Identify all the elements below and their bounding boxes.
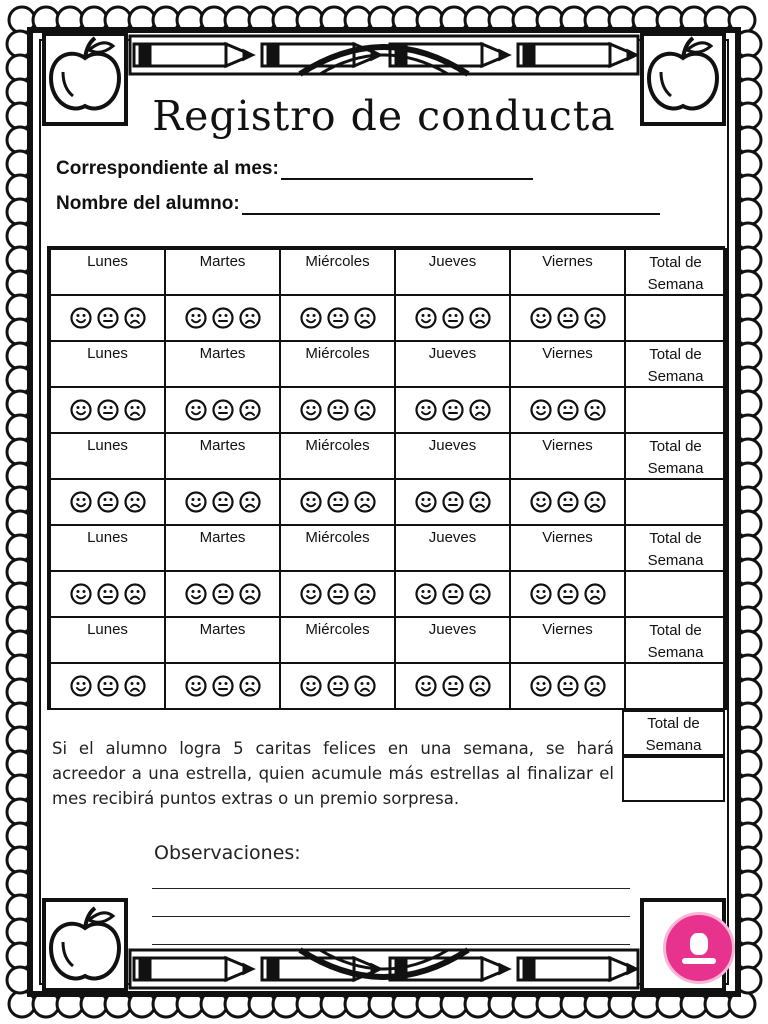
month-field[interactable]: [56, 158, 533, 180]
reward-note: Si el alumno logra 5 caritas felices en una semana, se hará acreedor a una estrella, quien acumule más estrellas al finalizar el mes recibirá puntos extras o un premio sorpresa.: [52, 739, 614, 808]
bottom-pencil-band: [130, 950, 638, 988]
sad-face-icon[interactable]: [584, 399, 606, 421]
neutral-face-icon[interactable]: [212, 583, 234, 605]
neutral-face-icon[interactable]: [327, 491, 349, 513]
day-header-3: Miércoles: [279, 524, 396, 572]
happy-face-icon[interactable]: [415, 675, 437, 697]
final-total-header: Total de Semana: [622, 710, 725, 756]
neutral-face-icon[interactable]: [557, 491, 579, 513]
happy-face-icon[interactable]: [415, 399, 437, 421]
month-label: Correspondiente al mes:: [56, 158, 279, 179]
happy-face-icon[interactable]: [70, 583, 92, 605]
face-choice-cell: [49, 662, 166, 710]
happy-face-icon[interactable]: [415, 583, 437, 605]
face-choice-cell: [394, 294, 511, 342]
face-choice-cell: [509, 386, 626, 434]
sad-face-icon[interactable]: [584, 307, 606, 329]
face-choice-cell: [49, 386, 166, 434]
face-choice-cell: [394, 662, 511, 710]
neutral-face-icon[interactable]: [212, 399, 234, 421]
sad-face-icon[interactable]: [584, 675, 606, 697]
day-header-2: Martes: [164, 340, 281, 388]
face-choice-cell: [394, 386, 511, 434]
happy-face-icon[interactable]: [70, 491, 92, 513]
sad-face-icon[interactable]: [354, 307, 376, 329]
face-choice-cell: [279, 478, 396, 526]
sad-face-icon[interactable]: [239, 307, 261, 329]
day-header-5: Viernes: [509, 340, 626, 388]
day-header-4: Jueves: [394, 340, 511, 388]
day-header-5: Viernes: [509, 524, 626, 572]
face-choice-cell: [509, 478, 626, 526]
student-name-field[interactable]: [56, 193, 660, 215]
face-choice-cell: [394, 570, 511, 618]
week-total-header: Total de Semana: [624, 524, 727, 572]
sad-face-icon[interactable]: [469, 583, 491, 605]
happy-face-icon[interactable]: [70, 399, 92, 421]
day-header-3: Miércoles: [279, 248, 396, 296]
face-choice-cell: [164, 570, 281, 618]
sad-face-icon[interactable]: [239, 491, 261, 513]
day-header-4: Jueves: [394, 248, 511, 296]
happy-face-icon[interactable]: [415, 491, 437, 513]
observations-label: Observaciones:: [154, 842, 301, 864]
face-choice-cell: [509, 570, 626, 618]
face-choice-cell: [49, 294, 166, 342]
day-header-1: Lunes: [49, 340, 166, 388]
observations-line[interactable]: [152, 944, 630, 945]
day-header-2: Martes: [164, 524, 281, 572]
happy-face-icon[interactable]: [70, 307, 92, 329]
day-header-1: Lunes: [49, 432, 166, 480]
week-total-header: Total de Semana: [624, 248, 727, 296]
day-header-4: Jueves: [394, 616, 511, 664]
observations-line[interactable]: [152, 916, 630, 917]
happy-face-icon[interactable]: [530, 307, 552, 329]
neutral-face-icon[interactable]: [442, 491, 464, 513]
neutral-face-icon[interactable]: [557, 399, 579, 421]
sad-face-icon[interactable]: [469, 491, 491, 513]
neutral-face-icon[interactable]: [327, 583, 349, 605]
week-total-box[interactable]: [624, 386, 727, 434]
happy-face-icon[interactable]: [530, 675, 552, 697]
day-header-2: Martes: [164, 616, 281, 664]
week-total-header: Total de Semana: [624, 616, 727, 664]
week-total-box[interactable]: [624, 478, 727, 526]
day-header-3: Miércoles: [279, 616, 396, 664]
sad-face-icon[interactable]: [469, 675, 491, 697]
page-title: Registro de conducta: [152, 92, 616, 140]
neutral-face-icon[interactable]: [97, 583, 119, 605]
happy-face-icon[interactable]: [300, 491, 322, 513]
happy-face-icon[interactable]: [185, 491, 207, 513]
day-header-2: Martes: [164, 248, 281, 296]
sad-face-icon[interactable]: [239, 675, 261, 697]
week-total-box[interactable]: [624, 662, 727, 710]
sad-face-icon[interactable]: [124, 307, 146, 329]
sad-face-icon[interactable]: [124, 675, 146, 697]
week-total-header: Total de Semana: [624, 340, 727, 388]
sad-face-icon[interactable]: [469, 399, 491, 421]
day-header-4: Jueves: [394, 432, 511, 480]
sad-face-icon[interactable]: [584, 583, 606, 605]
week-total-header: Total de Semana: [624, 432, 727, 480]
sad-face-icon[interactable]: [469, 307, 491, 329]
neutral-face-icon[interactable]: [442, 399, 464, 421]
face-choice-cell: [49, 478, 166, 526]
sad-face-icon[interactable]: [239, 583, 261, 605]
happy-face-icon[interactable]: [185, 307, 207, 329]
final-total-box[interactable]: [622, 756, 725, 802]
neutral-face-icon[interactable]: [442, 307, 464, 329]
day-header-5: Viernes: [509, 248, 626, 296]
sad-face-icon[interactable]: [124, 399, 146, 421]
student-write-line[interactable]: [242, 195, 660, 215]
sad-face-icon[interactable]: [354, 491, 376, 513]
face-choice-cell: [279, 294, 396, 342]
neutral-face-icon[interactable]: [327, 675, 349, 697]
face-choice-cell: [164, 386, 281, 434]
happy-face-icon[interactable]: [300, 583, 322, 605]
neutral-face-icon[interactable]: [97, 675, 119, 697]
face-choice-cell: [164, 478, 281, 526]
brand-logo: [663, 912, 735, 984]
day-header-5: Viernes: [509, 616, 626, 664]
happy-face-icon[interactable]: [530, 491, 552, 513]
neutral-face-icon[interactable]: [97, 307, 119, 329]
student-label: Nombre del alumno:: [56, 193, 240, 214]
sad-face-icon[interactable]: [354, 583, 376, 605]
face-choice-cell: [394, 478, 511, 526]
day-header-5: Viernes: [509, 432, 626, 480]
week-total-box[interactable]: [624, 570, 727, 618]
face-choice-cell: [279, 386, 396, 434]
happy-face-icon[interactable]: [530, 399, 552, 421]
top-pencil-band: [130, 36, 638, 74]
sad-face-icon[interactable]: [124, 583, 146, 605]
happy-face-icon[interactable]: [185, 583, 207, 605]
sad-face-icon[interactable]: [584, 491, 606, 513]
day-header-2: Martes: [164, 432, 281, 480]
neutral-face-icon[interactable]: [212, 675, 234, 697]
happy-face-icon[interactable]: [530, 583, 552, 605]
month-write-line[interactable]: [281, 160, 533, 180]
neutral-face-icon[interactable]: [97, 399, 119, 421]
sad-face-icon[interactable]: [124, 491, 146, 513]
happy-face-icon[interactable]: [185, 399, 207, 421]
face-choice-cell: [509, 294, 626, 342]
happy-face-icon[interactable]: [415, 307, 437, 329]
happy-face-icon[interactable]: [70, 675, 92, 697]
neutral-face-icon[interactable]: [327, 399, 349, 421]
happy-face-icon[interactable]: [300, 399, 322, 421]
face-choice-cell: [49, 570, 166, 618]
happy-face-icon[interactable]: [300, 307, 322, 329]
day-header-1: Lunes: [49, 616, 166, 664]
neutral-face-icon[interactable]: [97, 491, 119, 513]
day-header-1: Lunes: [49, 524, 166, 572]
face-choice-cell: [164, 662, 281, 710]
neutral-face-icon[interactable]: [557, 583, 579, 605]
sad-face-icon[interactable]: [354, 399, 376, 421]
neutral-face-icon[interactable]: [212, 491, 234, 513]
face-choice-cell: [509, 662, 626, 710]
observations-line[interactable]: [152, 888, 630, 889]
neutral-face-icon[interactable]: [442, 583, 464, 605]
happy-face-icon[interactable]: [185, 675, 207, 697]
weekly-conduct-grid: [47, 246, 725, 710]
day-header-1: Lunes: [49, 248, 166, 296]
happy-face-icon[interactable]: [300, 675, 322, 697]
day-header-3: Miércoles: [279, 432, 396, 480]
day-header-3: Miércoles: [279, 340, 396, 388]
neutral-face-icon[interactable]: [212, 307, 234, 329]
neutral-face-icon[interactable]: [557, 307, 579, 329]
sad-face-icon[interactable]: [239, 399, 261, 421]
face-choice-cell: [279, 570, 396, 618]
face-choice-cell: [164, 294, 281, 342]
week-total-box[interactable]: [624, 294, 727, 342]
neutral-face-icon[interactable]: [442, 675, 464, 697]
day-header-4: Jueves: [394, 524, 511, 572]
neutral-face-icon[interactable]: [327, 307, 349, 329]
sad-face-icon[interactable]: [354, 675, 376, 697]
face-choice-cell: [279, 662, 396, 710]
neutral-face-icon[interactable]: [557, 675, 579, 697]
